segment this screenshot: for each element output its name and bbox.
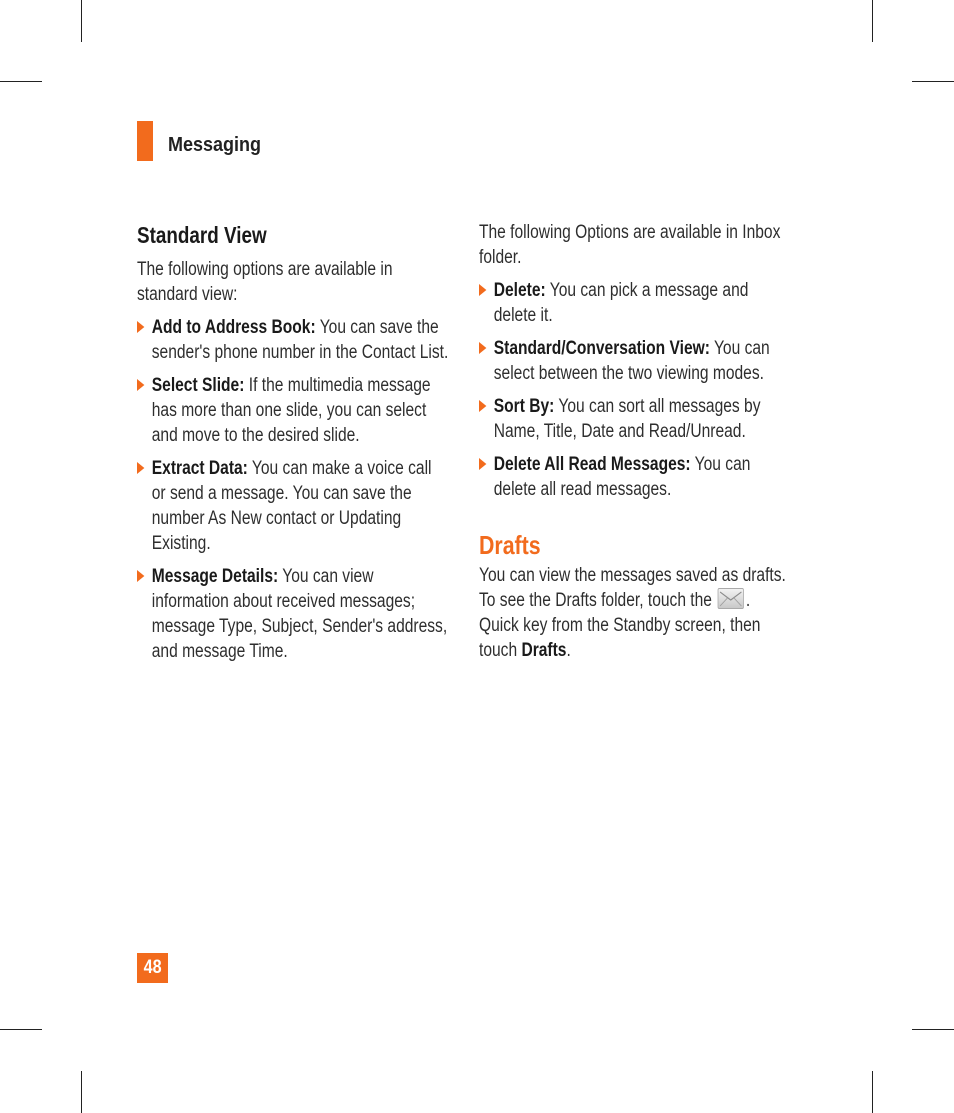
bullet-arrow-icon: [479, 284, 486, 296]
drafts-keyword: Drafts: [521, 640, 567, 661]
standard-view-options: [137, 315, 449, 664]
list-item: [479, 452, 791, 502]
bullet-arrow-icon: [137, 321, 144, 333]
section-title: Messaging: [168, 134, 262, 156]
left-column: [137, 220, 449, 664]
bullet-arrow-icon: [479, 400, 486, 412]
option-text: You can view information about received messages; message Type, Subject, Sender's address, and message Time.: [151, 566, 448, 662]
drafts-end: .: [566, 640, 571, 661]
page-number: [137, 953, 168, 983]
section-marker: [137, 121, 153, 161]
drafts-text-continued: . Quick key from the Standby screen, then touch: [479, 590, 761, 661]
crop-mark: [872, 1071, 873, 1113]
option-term: Select Slide:: [151, 375, 245, 396]
option-text: You can delete all read messages.: [493, 454, 751, 500]
crop-mark: [81, 0, 82, 42]
crop-mark: [912, 81, 954, 82]
drafts-heading: Drafts: [479, 530, 541, 560]
option-text: You can save the sender's phone number in the Contact List.: [151, 317, 449, 363]
bullet-arrow-icon: [479, 458, 486, 470]
option-text: You can select between the two viewing modes.: [493, 338, 770, 384]
list-item: [479, 394, 791, 444]
inbox-options: [479, 278, 791, 502]
list-item: [479, 336, 791, 386]
bullet-arrow-icon: [137, 379, 144, 391]
option-term: Delete All Read Messages:: [493, 454, 691, 475]
option-term: Standard/Conversation View:: [493, 338, 710, 359]
drafts-paragraph: [479, 563, 791, 663]
list-item: [479, 278, 791, 328]
crop-mark: [81, 1071, 82, 1113]
bullet-arrow-icon: [137, 570, 144, 582]
option-term: Add to Address Book:: [151, 317, 316, 338]
option-term: Sort By:: [493, 396, 555, 417]
list-item: [137, 564, 449, 664]
option-text: You can pick a message and delete it.: [493, 280, 749, 326]
list-item: [137, 315, 449, 365]
crop-mark: [872, 0, 873, 42]
option-text: You can make a voice call or send a message. You can save the number As New contact or Updating Existing.: [151, 458, 432, 554]
bullet-arrow-icon: [479, 342, 486, 354]
list-item: [137, 456, 449, 556]
standard-view-intro: The following options are available in standard view:: [137, 259, 393, 305]
right-column: [479, 220, 791, 663]
option-term: Delete:: [493, 280, 546, 301]
drafts-text: You can view the messages saved as drafts. To see the Drafts folder, touch the: [479, 565, 786, 611]
crop-mark: [0, 81, 42, 82]
standard-view-heading: Standard View: [137, 222, 267, 248]
list-item: [137, 373, 449, 448]
option-term: Message Details:: [151, 566, 279, 587]
bullet-arrow-icon: [137, 462, 144, 474]
option-term: Extract Data:: [151, 458, 248, 479]
envelope-icon: [718, 588, 744, 609]
crop-mark: [912, 1029, 954, 1030]
option-text: You can sort all messages by Name, Title, Date and Read/Unread.: [493, 396, 761, 442]
page-number-text: 48: [143, 957, 162, 978]
option-text: If the multimedia message has more than one slide, you can select and move to the desired slide.: [151, 375, 431, 446]
inbox-options-intro: The following Options are available in Inbox folder.: [479, 222, 781, 268]
crop-mark: [0, 1029, 42, 1030]
